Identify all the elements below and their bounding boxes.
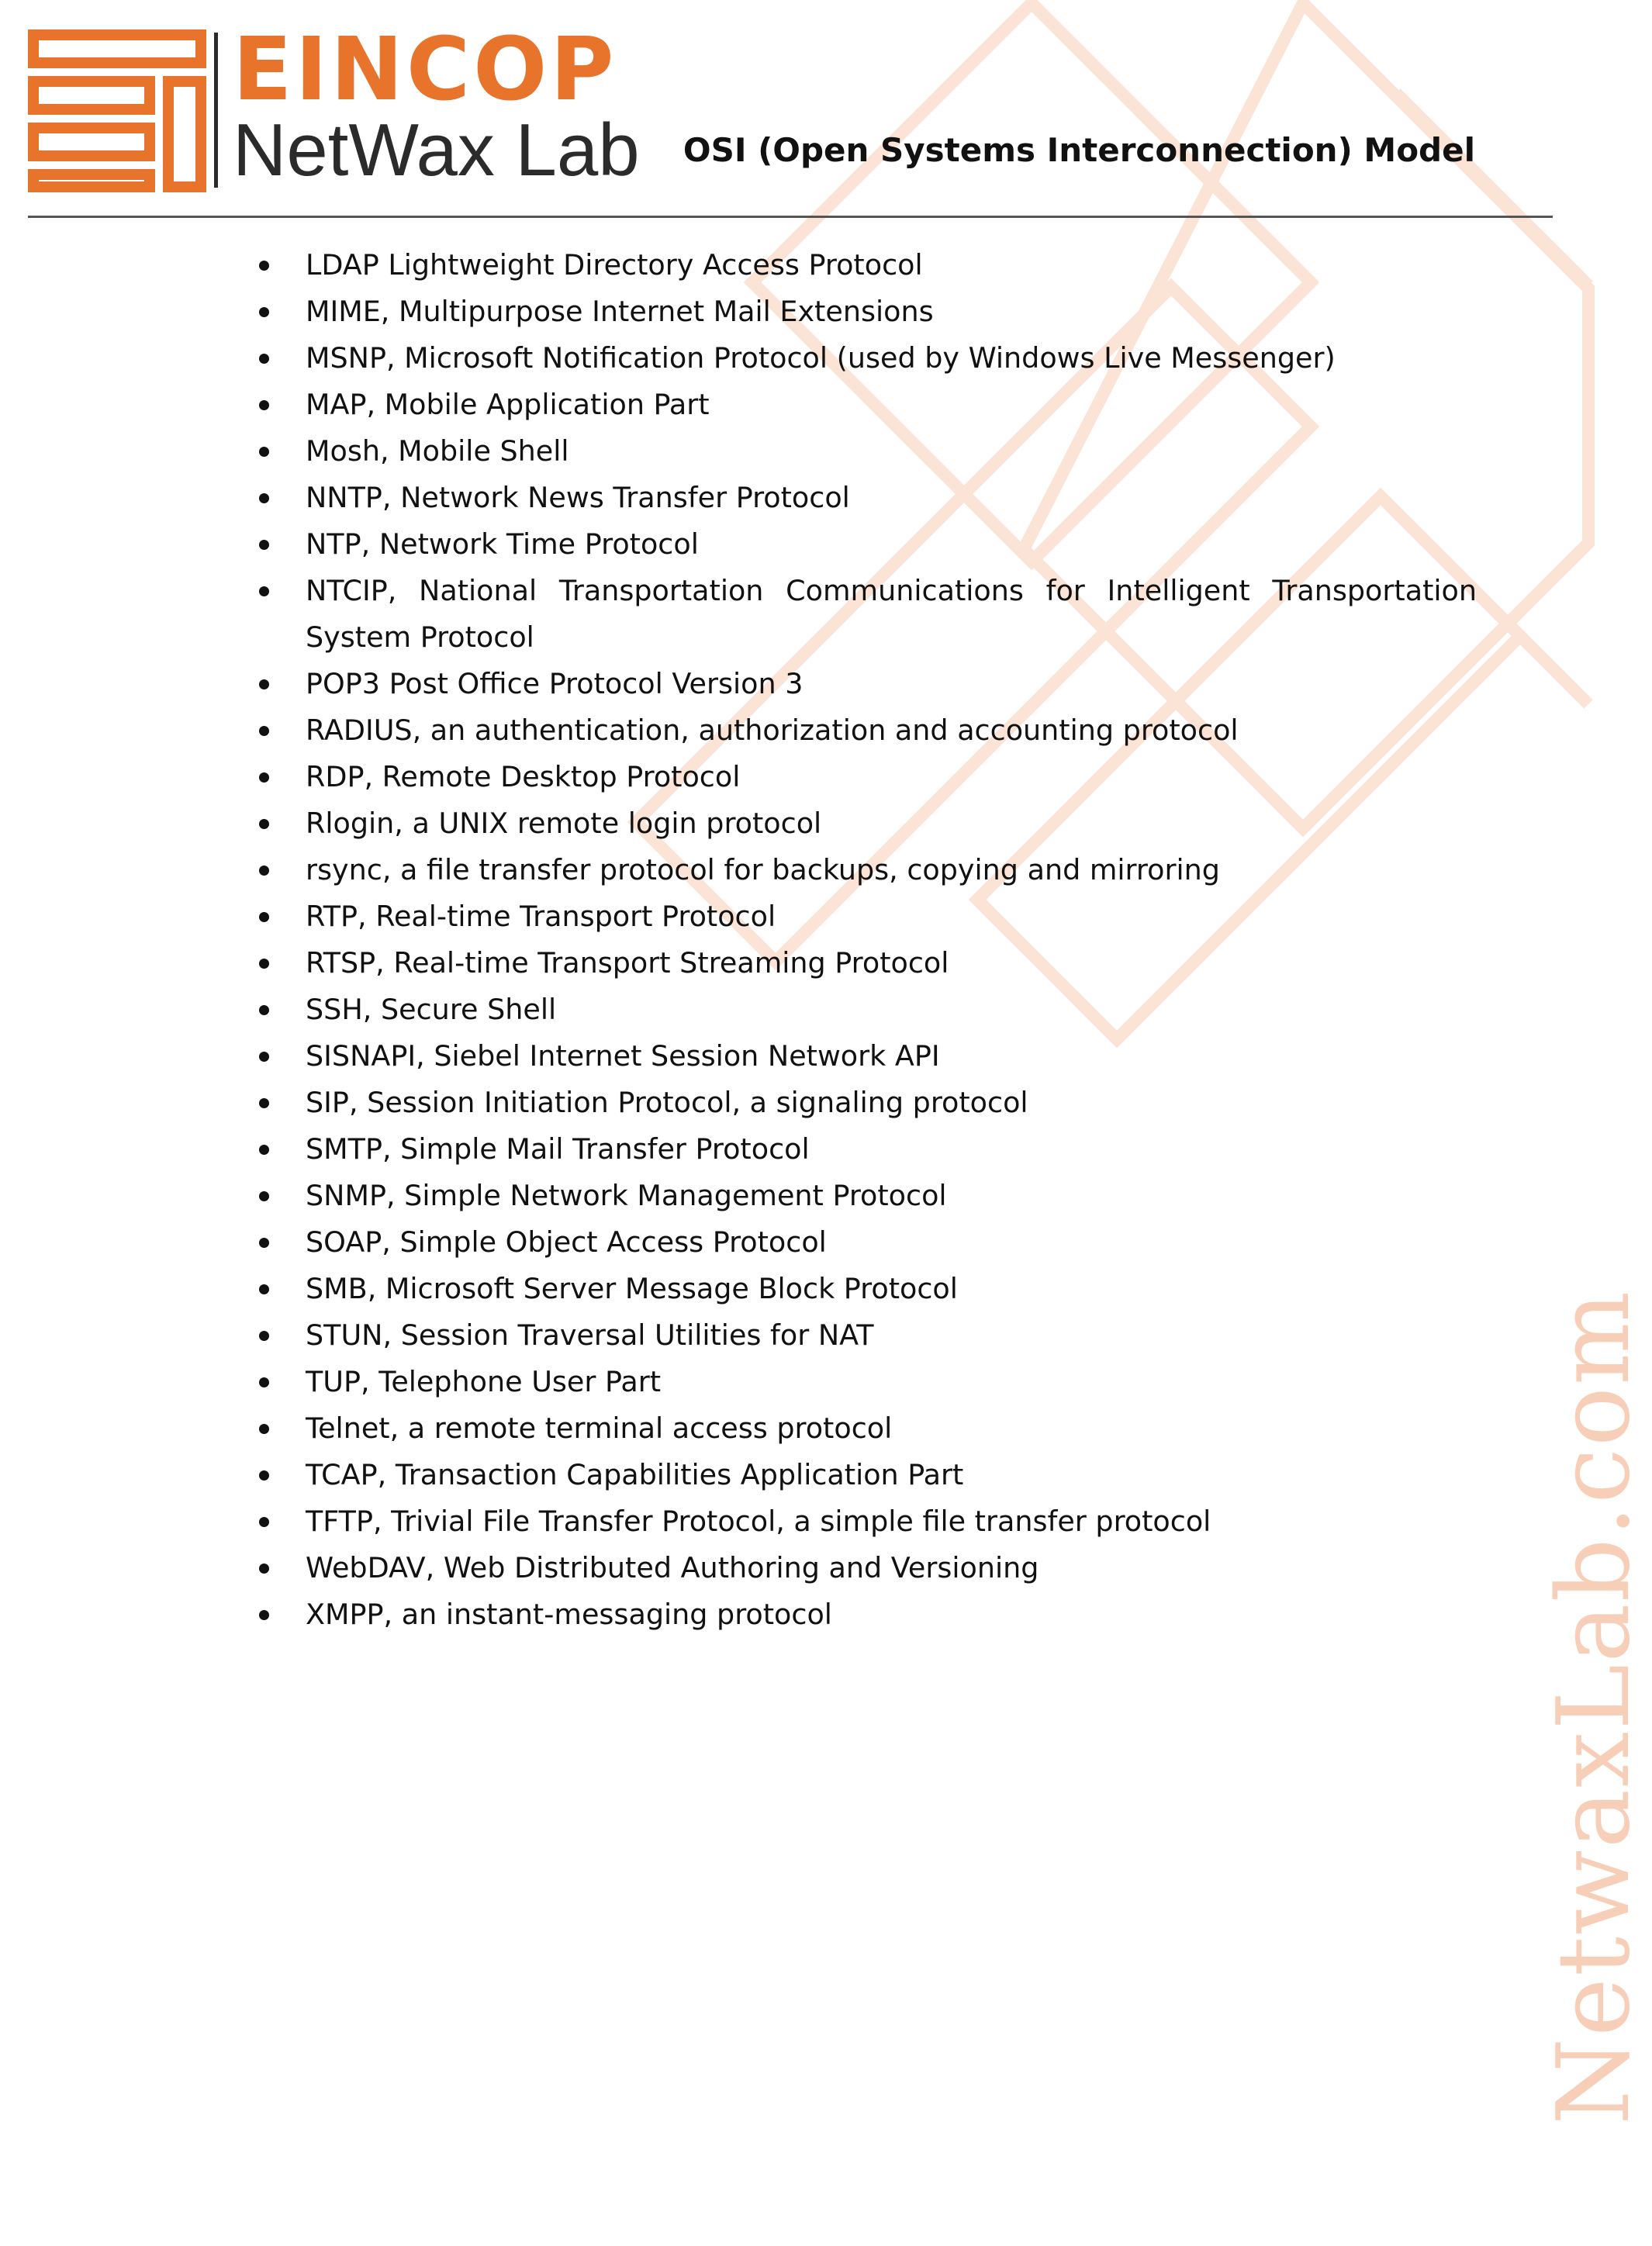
list-item-text: NNTP, Network News Transfer Protocol — [306, 481, 850, 514]
list-item-text: RDP, Remote Desktop Protocol — [306, 760, 741, 793]
bullet-icon — [259, 1331, 269, 1341]
list-item — [256, 382, 1477, 428]
list-item-text: SISNAPI, Siebel Internet Session Network API — [306, 1039, 940, 1073]
bullet-icon — [259, 1610, 269, 1620]
list-item — [256, 847, 1477, 893]
list-item — [256, 707, 1477, 754]
page-title: OSI (Open Systems Interconnection) Model — [683, 131, 1475, 169]
list-item-text: SNMP, Simple Network Management Protocol — [306, 1179, 947, 1212]
bullet-icon — [259, 819, 269, 829]
list-item-text: SIP, Session Initiation Protocol, a signaling protocol — [306, 1086, 1028, 1119]
list-item-text: Rlogin, a UNIX remote login protocol — [306, 807, 822, 840]
page-header — [0, 0, 1588, 225]
list-item-text: Mosh, Mobile Shell — [306, 434, 569, 468]
list-item-text: MSNP, Microsoft Notification Protocol (used by Windows Live Messenger) — [306, 341, 1336, 375]
list-item — [256, 1545, 1477, 1591]
list-item-text: XMPP, an instant-messaging protocol — [306, 1598, 832, 1631]
list-item-text: WebDAV, Web Distributed Authoring and Versioning — [306, 1551, 1039, 1584]
list-item — [256, 1219, 1477, 1266]
eincop-logo-icon — [28, 29, 206, 192]
list-item — [256, 940, 1477, 987]
list-item — [256, 1591, 1477, 1638]
list-item — [256, 1173, 1477, 1219]
list-item — [256, 475, 1477, 521]
list-item — [256, 1452, 1477, 1498]
list-item-text: POP3 Post Office Protocol Version 3 — [306, 667, 804, 700]
list-item — [256, 987, 1477, 1033]
list-item-text: rsync, a file transfer protocol for backups, copying and mirroring — [306, 853, 1220, 886]
bullet-icon — [259, 261, 269, 271]
bullet-icon — [259, 912, 269, 922]
list-item-text: MIME, Multipurpose Internet Mail Extensions — [306, 295, 934, 328]
bullet-icon — [259, 772, 269, 783]
list-item-text: STUN, Session Traversal Utilities for NAT — [306, 1318, 874, 1352]
list-item-text: TFTP, Trivial File Transfer Protocol, a simple file transfer protocol — [306, 1505, 1211, 1538]
list-item — [256, 1405, 1477, 1452]
bullet-icon — [259, 1517, 269, 1527]
list-item — [256, 521, 1477, 568]
list-item — [256, 289, 1477, 335]
list-item — [256, 754, 1477, 800]
bullet-icon — [259, 447, 269, 457]
bullet-icon — [259, 1424, 269, 1434]
list-item-text: NTP, Network Time Protocol — [306, 527, 699, 561]
bullet-icon — [259, 1145, 269, 1155]
list-item-text: MAP, Mobile Application Part — [306, 388, 710, 421]
bullet-icon — [259, 679, 269, 689]
list-item — [256, 1080, 1477, 1126]
list-item-text: SMB, Microsoft Server Message Block Protocol — [306, 1272, 958, 1305]
bullet-icon — [259, 1238, 269, 1248]
list-item-text: NTCIP, National Transportation Communications for Intelligent Transportation System Protocol — [306, 574, 1477, 654]
list-item-text: SSH, Secure Shell — [306, 993, 557, 1026]
list-item-text: TCAP, Transaction Capabilities Application Part — [306, 1458, 964, 1491]
list-item — [256, 242, 1477, 289]
bullet-icon — [259, 1284, 269, 1294]
bullet-icon — [259, 1052, 269, 1062]
list-item-text: RTP, Real-time Transport Protocol — [306, 900, 776, 933]
list-item — [256, 1266, 1477, 1312]
list-item-text: Telnet, a remote terminal access protocol — [306, 1412, 893, 1445]
bullet-icon — [259, 586, 269, 596]
list-item — [256, 428, 1477, 475]
list-item — [256, 1126, 1477, 1173]
side-watermark-text: NetwaxLab.com — [1536, 1289, 1652, 2125]
bullet-icon — [259, 400, 269, 410]
list-item — [256, 335, 1477, 382]
bullet-icon — [259, 959, 269, 969]
header-divider — [28, 216, 1553, 218]
bullet-icon — [259, 1564, 269, 1574]
list-item — [256, 661, 1477, 707]
bullet-icon — [259, 540, 269, 550]
protocol-list — [256, 242, 1477, 1638]
list-item-text: LDAP Lightweight Directory Access Protocol — [306, 248, 923, 282]
logo-divider — [214, 33, 218, 188]
list-item — [256, 1359, 1477, 1405]
list-item-text: TUP, Telephone User Part — [306, 1365, 662, 1398]
bullet-icon — [259, 354, 269, 364]
bullet-icon — [259, 1098, 269, 1108]
list-item-text: RADIUS, an authentication, authorization and accounting protocol — [306, 714, 1239, 747]
page-content — [256, 242, 1477, 1638]
bullet-icon — [259, 493, 269, 503]
list-item — [256, 800, 1477, 847]
bullet-icon — [259, 1005, 269, 1015]
bullet-icon — [259, 726, 269, 736]
bullet-icon — [259, 866, 269, 876]
list-item-text: SMTP, Simple Mail Transfer Protocol — [306, 1132, 810, 1166]
list-item — [256, 1498, 1477, 1545]
bullet-icon — [259, 1191, 269, 1201]
bullet-icon — [259, 1470, 269, 1481]
list-item — [256, 893, 1477, 940]
list-item — [256, 1033, 1477, 1080]
list-item — [256, 1312, 1477, 1359]
list-item-text: SOAP, Simple Object Access Protocol — [306, 1225, 827, 1259]
brand-name-eincop: EINCOP — [233, 19, 617, 120]
list-item — [256, 568, 1477, 661]
bullet-icon — [259, 1377, 269, 1387]
brand-name-netwax-lab: NetWax Lab — [233, 109, 640, 192]
bullet-icon — [259, 307, 269, 317]
list-item-text: RTSP, Real-time Transport Streaming Protocol — [306, 946, 949, 980]
